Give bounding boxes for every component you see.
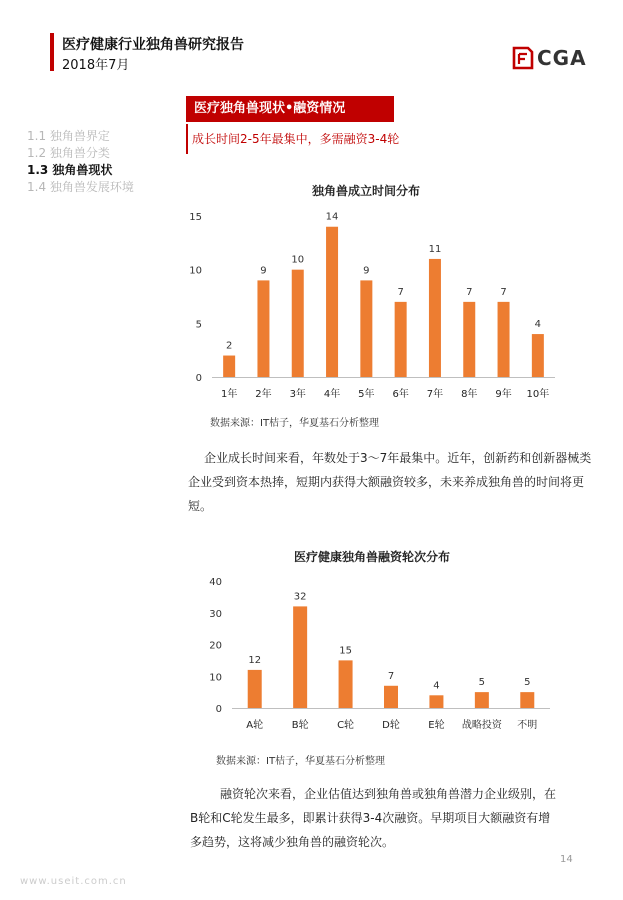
y-tick-label: 0 [215,704,222,715]
x-tick-label: B轮 [291,720,309,731]
y-tick-label: 0 [195,373,202,384]
bar-value-label: 7 [397,286,404,298]
cga-logo [512,46,596,74]
bar [498,302,510,377]
x-tick-label: 3年 [289,389,306,400]
bar-value-label: 15 [339,645,352,657]
bar-value-label: 10 [291,254,305,266]
bar [223,356,235,377]
bar [463,302,475,377]
chart2-source: 数据来源：IT桔子，华夏基石分析整理 [216,756,386,767]
x-tick-label: 2年 [255,389,272,400]
toc-item[interactable]: 1.4 独角兽发展环境 [27,180,134,194]
bar-value-label: 2 [225,340,233,352]
x-tick-label: 7年 [426,389,444,400]
x-tick-label: D轮 [382,720,400,731]
cga-logo-mark-icon [512,46,534,70]
bar-value-label: 11 [428,243,442,255]
x-tick-label: 5年 [358,389,375,400]
y-tick-label: 20 [209,640,222,652]
x-tick-label: 不明 [517,720,538,731]
x-tick-label: C轮 [337,720,355,731]
watermark: www.useit.com.cn [20,876,127,887]
chart2-funding-rounds [195,572,555,742]
bar [520,692,534,708]
paragraph-growth-time: 企业成长时间来看，年数处于3～7年最集中。近年，创新药和创新器械类企业受到资本热捧，短期内获得大额融资较多，未来养成独角兽的时间将更短。 [188,451,592,513]
bar-value-label: 7 [500,286,507,298]
bar [429,695,443,708]
table-of-contents [27,128,134,196]
chart1-source: 数据来源：IT桔子，华夏基石分析整理 [210,418,380,429]
report-title: 医疗健康行业独角兽研究报告 [62,37,244,53]
y-tick-label: 5 [195,319,202,331]
y-tick-label: 10 [209,672,222,684]
section-tag: 医疗独角兽现状•融资情况 [186,96,394,122]
toc-item[interactable]: 1.2 独角兽分类 [27,146,110,160]
x-tick-label: 10年 [526,389,550,400]
logo-text: CGA [537,46,587,70]
bar-value-label: 7 [387,670,395,682]
x-tick-label: A轮 [246,720,264,731]
bar-value-label: 32 [293,591,307,603]
bar [360,280,372,377]
x-tick-label: 战略投资 [461,720,502,731]
y-tick-label: 15 [189,212,202,223]
bar [395,302,407,377]
bar-value-label: 9 [260,265,267,277]
chart1-title: 独角兽成立时间分布 [312,184,421,198]
x-tick-label: 6年 [392,389,409,400]
bar [475,692,489,708]
y-tick-label: 10 [189,265,202,277]
bar [326,227,338,377]
bar-value-label: 4 [534,319,542,331]
bar-value-label: 4 [433,680,440,692]
bar-value-label: 9 [363,265,370,277]
x-tick-label: E轮 [428,720,445,731]
bar [248,670,262,708]
y-tick-label: 30 [209,608,222,620]
section-subtitle-bar [186,124,188,154]
bar-value-label: 5 [478,677,486,689]
bar-value-label: 14 [325,211,339,223]
x-tick-label: 1年 [220,389,238,400]
bar [257,280,269,377]
bar [532,334,544,377]
toc-item[interactable]: 1.1 独角兽界定 [27,129,110,143]
bar-value-label: 7 [466,286,473,298]
header-accent-bar [50,33,54,71]
bar [339,660,353,708]
y-tick-label: 40 [209,577,222,588]
chart2-title: 医疗健康独角兽融资轮次分布 [294,550,451,564]
bar [292,270,304,377]
x-tick-label: 4年 [323,389,341,400]
x-tick-label: 9年 [495,389,512,400]
chart1-founding-years [180,200,560,410]
page-number: 14 [560,854,573,865]
section-subtitle: 成长时间2-5年最集中，多需融资3-4轮 [192,132,400,146]
bar-value-label: 5 [524,677,531,689]
bar [429,259,441,377]
bar [384,686,398,708]
bar-value-label: 12 [248,654,262,666]
x-tick-label: 8年 [461,389,478,400]
report-date: 2018年7月 [62,58,130,73]
bar [293,606,307,708]
paragraph-funding-rounds: 融资轮次来看，企业估值达到独角兽或独角兽潜力企业级别，在B轮和C轮发生最多，即累计获得3-4次融资。早期项目大额融资有增多趋势，这将减少独角兽的融资轮次。 [190,787,557,849]
toc-item-active[interactable]: 1.3 独角兽现状 [27,163,113,177]
